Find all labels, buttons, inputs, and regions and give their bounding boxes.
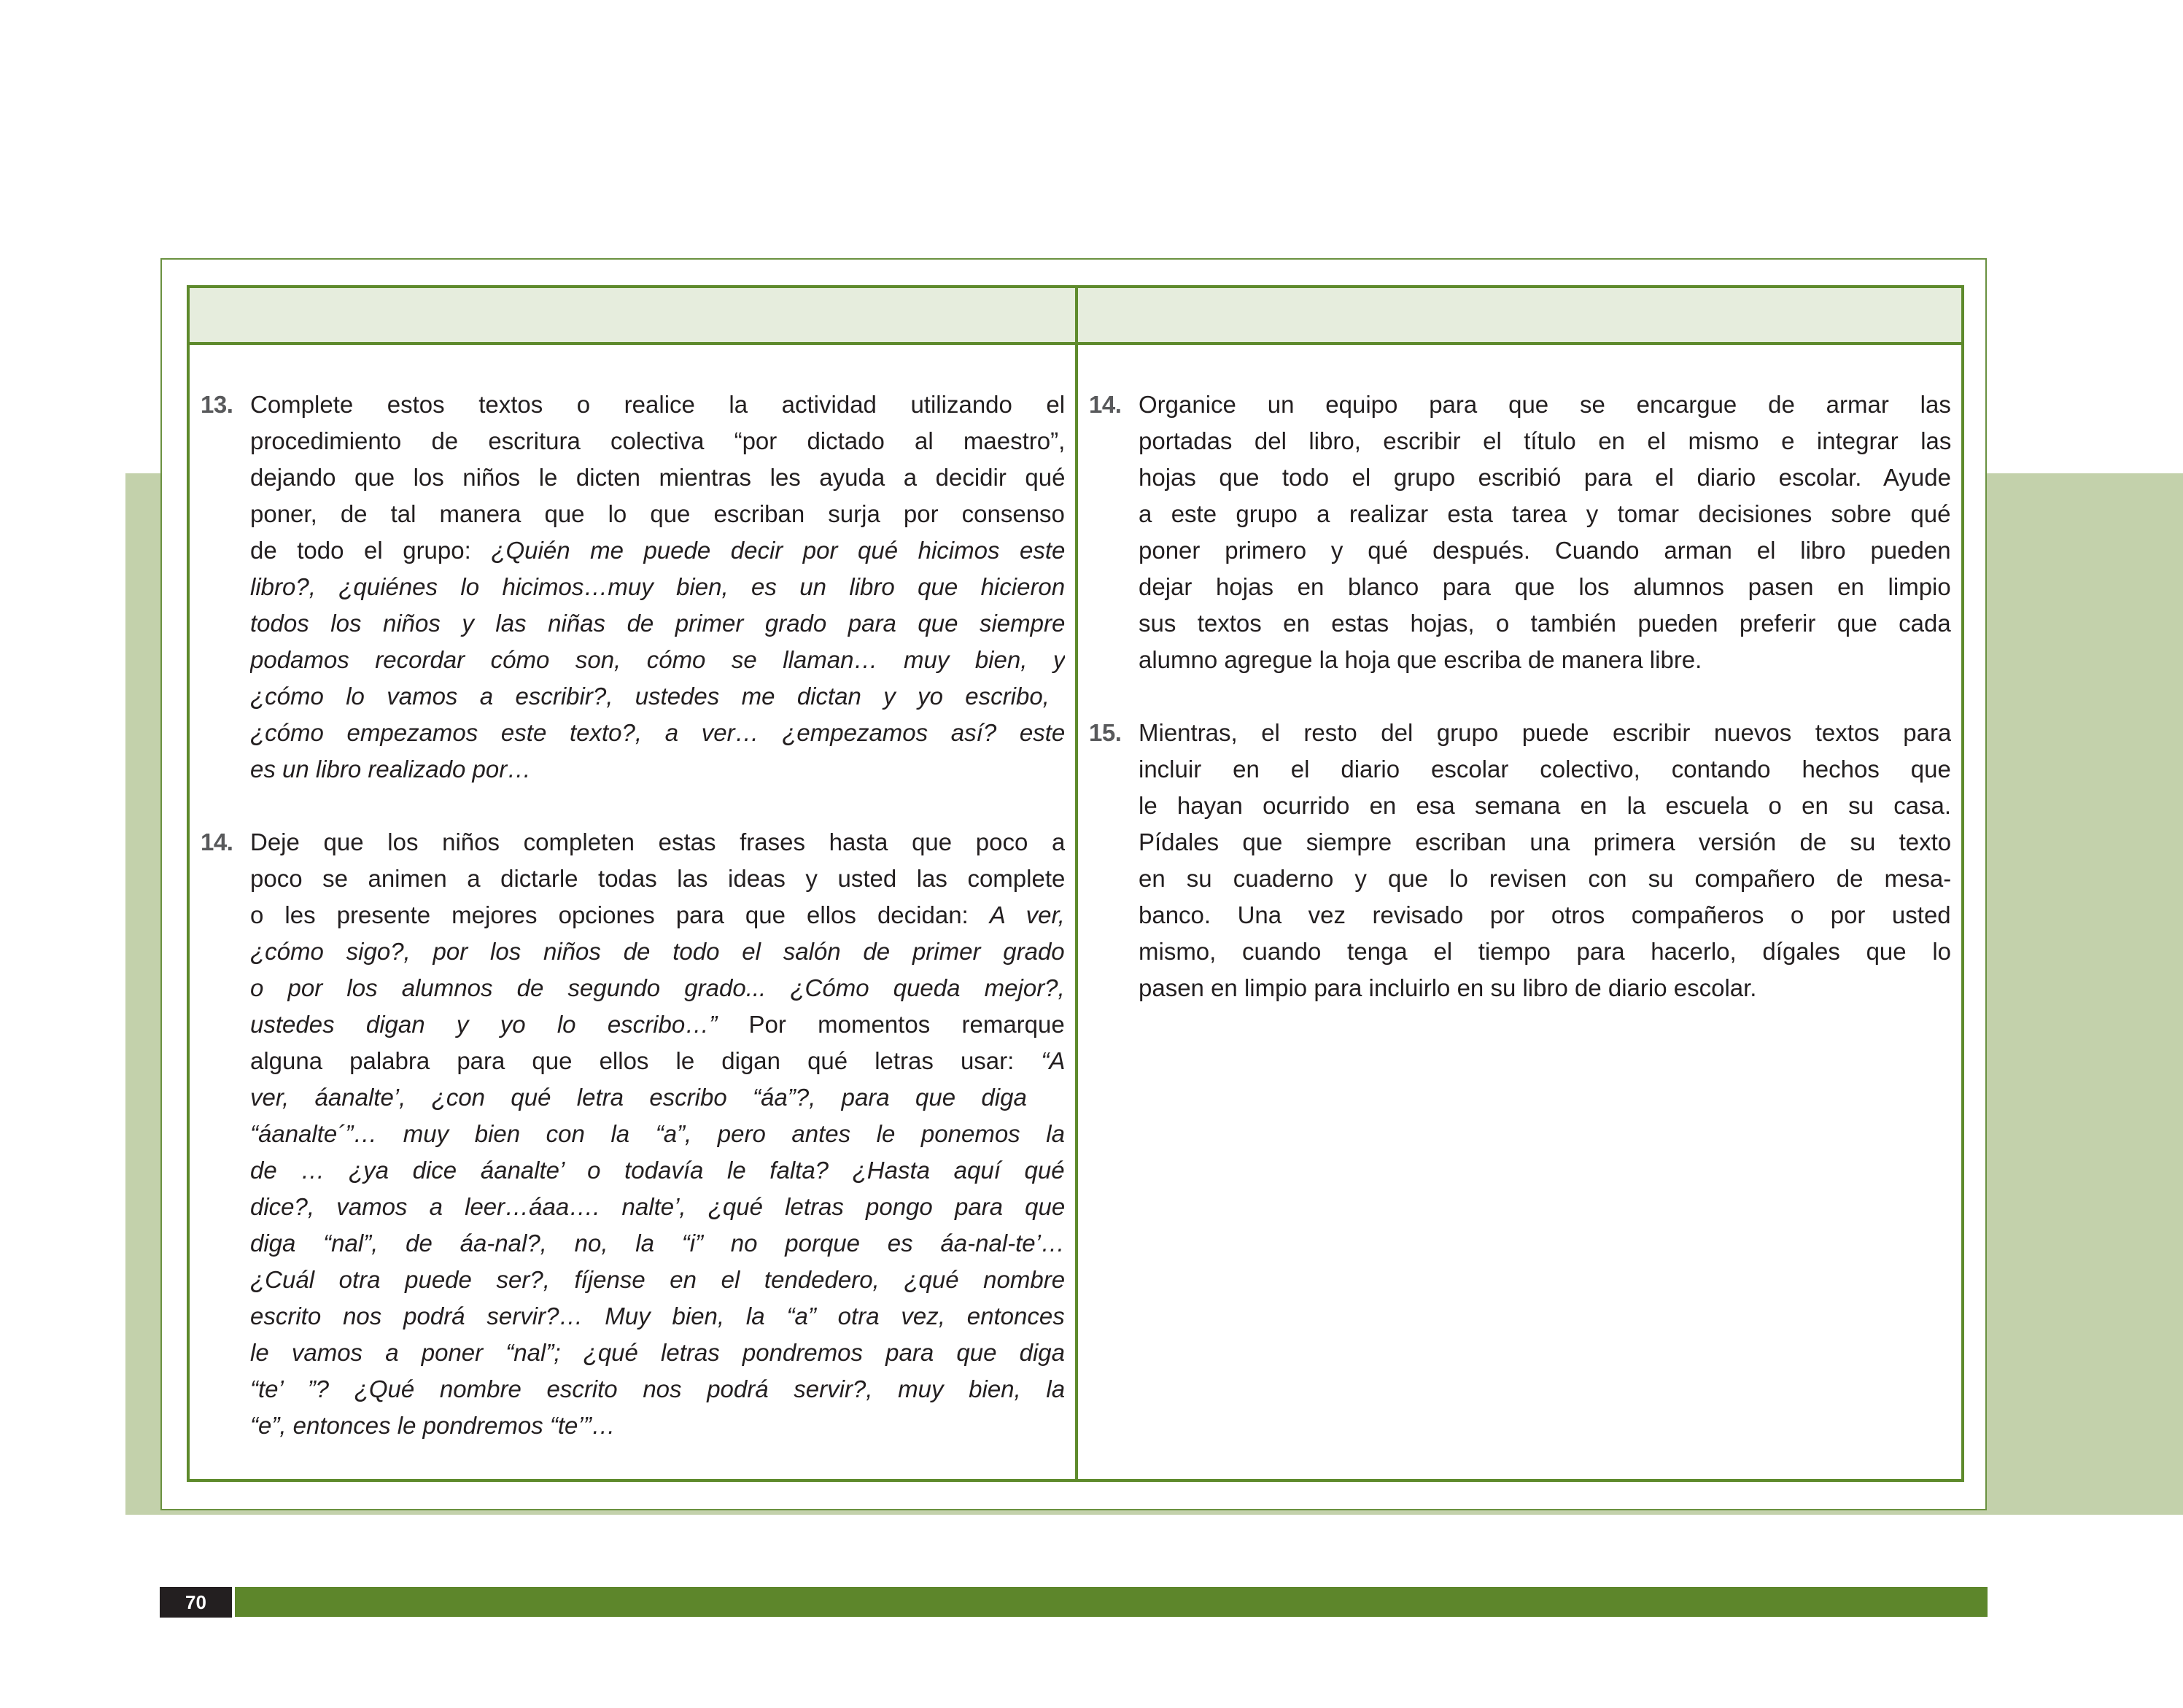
text-line: dice?, vamos a leer…áaa…. nalte’, ¿qué letras pongo para que xyxy=(250,1193,1065,1220)
text-line: banco. Una vez revisado por otros compañeros o por usted xyxy=(1139,901,1951,928)
text-line: todos los niños y las niñas de primer grado para que siempre xyxy=(250,610,1065,637)
text-line: “áanalte´”… muy bien con la “a”, pero antes le ponemos la xyxy=(250,1120,1065,1147)
right-column xyxy=(1089,387,1951,1006)
text-line: sus textos en estas hojas, o también pueden preferir que cada xyxy=(1139,610,1951,637)
text-line: Mientras, el resto del grupo puede escribir nuevos textos para xyxy=(1139,719,1951,746)
text-line: dejando que los niños le dicten mientras les ayuda a decidir qué xyxy=(250,464,1065,491)
text-line: Complete estos textos o realice la actividad utilizando el xyxy=(250,391,1065,418)
text-line: Pídales que siempre escriban una primera versión de su texto xyxy=(1139,828,1951,855)
text-line: o por los alumnos de segundo grado... ¿Cómo queda mejor?, xyxy=(250,974,1065,1001)
text-line: poner, de tal manera que lo que escriban surja por consenso xyxy=(250,500,1065,527)
item-number: 14. xyxy=(1089,391,1122,418)
item-number: 14. xyxy=(201,828,233,855)
text-line: Deje que los niños completen estas frases hasta que poco a xyxy=(250,828,1065,855)
text-line: o les presente mejores opciones para que ellos decidan: A ver, xyxy=(250,901,1065,928)
column-divider xyxy=(1075,288,1078,1479)
page-number: 70 xyxy=(160,1587,232,1618)
item-number: 15. xyxy=(1089,719,1122,746)
text-line: poco se animen a dictarle todas las ideas y usted las complete xyxy=(250,865,1065,892)
text-line: alguna palabra para que ellos le digan qué letras usar: “A xyxy=(250,1047,1065,1074)
text-line: libro?, ¿quiénes lo hicimos…muy bien, es un libro que hicieron xyxy=(250,573,1065,600)
text-line: “te’ ”? ¿Qué nombre escrito nos podrá servir?, muy bien, la xyxy=(250,1375,1065,1402)
item-number: 13. xyxy=(201,391,233,418)
text-line: Organice un equipo para que se encargue de armar las xyxy=(1139,391,1951,418)
instruction-item-13 xyxy=(201,387,1065,788)
text-line: le hayan ocurrido en esa semana en la escuela o en su casa. xyxy=(1139,792,1951,819)
text-line: ¿cómo lo vamos a escribir?, ustedes me dictan y yo escribo, xyxy=(250,683,1050,710)
text-line: escrito nos podrá servir?… Muy bien, la “a” otra vez, entonces xyxy=(250,1303,1065,1329)
text-line: a este grupo a realizar esta tarea y tomar decisiones sobre qué xyxy=(1139,500,1951,527)
text-line: procedimiento de escritura colectiva “por dictado al maestro”, xyxy=(250,427,1065,454)
text-line: de … ¿ya dice áanalte’ o todavía le falta? ¿Hasta aquí qué xyxy=(250,1157,1065,1184)
text-line: le vamos a poner “nal”; ¿qué letras pondremos para que diga xyxy=(250,1339,1065,1366)
text-line: “e”, entonces le pondremos “te’”… xyxy=(250,1412,616,1439)
text-line: ¿Cuál otra puede ser?, fíjense en el tendedero, ¿qué nombre xyxy=(250,1266,1065,1293)
text-line: mismo, cuando tenga el tiempo para hacerlo, dígales que lo xyxy=(1139,938,1951,965)
text-line: en su cuaderno y que lo revisen con su compañero de mesa- xyxy=(1139,865,1951,892)
text-line: podamos recordar cómo son, cómo se llaman… muy bien, y xyxy=(250,646,1065,673)
text-line: alumno agregue la hoja que escriba de manera libre. xyxy=(1139,646,1702,673)
text-line: dejar hojas en blanco para que los alumnos pasen en limpio xyxy=(1139,573,1951,600)
instruction-item-14-left xyxy=(201,824,1065,1444)
footer-bar xyxy=(235,1587,1988,1617)
left-column xyxy=(201,387,1065,1444)
text-line: hojas que todo el grupo escribió para el diario escolar. Ayude xyxy=(1139,464,1951,491)
text-line: de todo el grupo: ¿Quién me puede decir por qué hicimos este xyxy=(250,537,1065,564)
instruction-item-14-right xyxy=(1089,387,1951,678)
text-line: portadas del libro, escribir el título en el mismo e integrar las xyxy=(1139,427,1951,454)
content-table xyxy=(187,285,1964,1482)
text-line: poner primero y qué después. Cuando arman el libro pueden xyxy=(1139,537,1951,564)
text-line: ¿cómo empezamos este texto?, a ver… ¿empezamos así? este xyxy=(250,719,1065,746)
instruction-item-15 xyxy=(1089,715,1951,1006)
text-line: ustedes digan y yo lo escribo…” Por momentos remarque xyxy=(250,1011,1065,1038)
text-line: diga “nal”, de áa-nal?, no, la “i” no porque es áa-nal-te’… xyxy=(250,1230,1065,1257)
text-line: ver, áanalte’, ¿con qué letra escribo “áa”?, para que diga xyxy=(250,1084,1027,1111)
text-line: pasen en limpio para incluirlo en su libro de diario escolar. xyxy=(1139,974,1757,1001)
text-line: ¿cómo sigo?, por los niños de todo el salón de primer grado xyxy=(250,938,1065,965)
text-line: incluir en el diario escolar colectivo, contando hechos que xyxy=(1139,756,1951,783)
text-line: es un libro realizado por… xyxy=(250,756,532,783)
